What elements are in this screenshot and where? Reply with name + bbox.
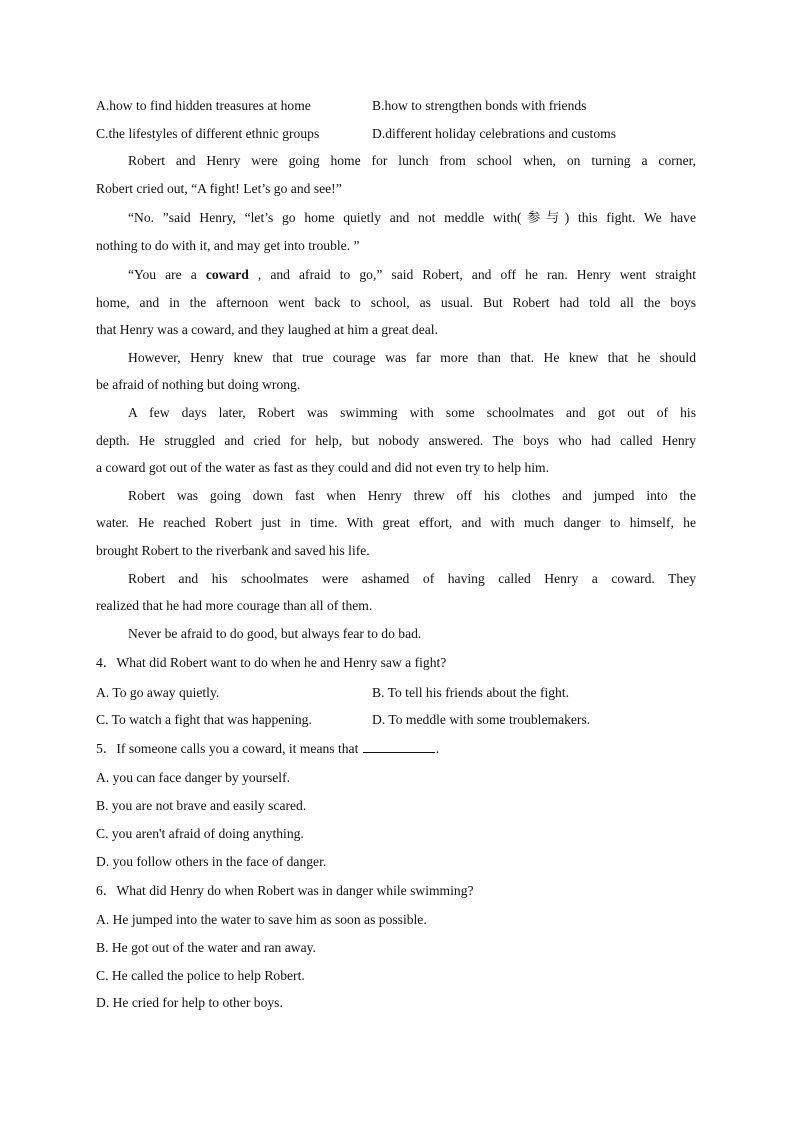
passage-line: Robert and Henry were going home for lunch from school when, on turning a corner,: [128, 153, 696, 168]
question-4-option-d[interactable]: D. To meddle with some troublemakers.: [372, 712, 591, 727]
passage-line: water. He reached Robert just in time. With great effort, and with much danger to himself, he: [96, 515, 696, 530]
passage-line: A few days later, Robert was swimming with some schoolmates and got out of his: [128, 405, 696, 420]
passage-line: that Henry was a coward, and they laughed at him a great deal.: [96, 322, 438, 337]
question-6-option-b[interactable]: B. He got out of the water and ran away.: [96, 940, 316, 955]
answer-blank: [363, 740, 435, 753]
question-6-option-d[interactable]: D. He cried for help to other boys.: [96, 995, 283, 1010]
passage-line: Robert and his schoolmates were ashamed of having called Henry a coward. They: [128, 571, 696, 586]
question-4-stem: 4．What did Robert want to do when he and Henry saw a fight?: [96, 655, 447, 670]
question-5-stem: 5．If someone calls you a coward, it means that .: [96, 741, 440, 756]
passage-line: be afraid of nothing but doing wrong.: [96, 377, 301, 392]
prev-option-d: D.different holiday celebrations and customs: [372, 126, 616, 141]
question-4-option-c[interactable]: C. To watch a fight that was happening.: [96, 712, 312, 727]
passage-line: “No. ”said Henry, “let’s go home quietly and not meddle with(参与) this fight. We have: [128, 210, 696, 225]
question-5-option-d[interactable]: D. you follow others in the face of danger.: [96, 854, 327, 869]
question-6-option-c[interactable]: C. He called the police to help Robert.: [96, 968, 305, 983]
passage-line: nothing to do with it, and may get into trouble. ”: [96, 238, 360, 253]
question-5-option-c[interactable]: C. you aren't afraid of doing anything.: [96, 826, 304, 841]
question-4-option-b[interactable]: B. To tell his friends about the fight.: [372, 685, 570, 700]
passage-line: Never be afraid to do good, but always fear to do bad.: [128, 626, 422, 641]
prev-option-b: B.how to strengthen bonds with friends: [372, 98, 587, 113]
question-5-option-b[interactable]: B. you are not brave and easily scared.: [96, 798, 307, 813]
passage-line: “You are a coward , and afraid to go,” said Robert, and off he ran. Henry went straight: [128, 267, 696, 282]
bold-word-coward: coward: [205, 267, 249, 282]
question-4-option-a[interactable]: A. To go away quietly.: [96, 685, 220, 700]
passage-line: Robert cried out, “A fight! Let’s go and see!”: [96, 181, 342, 196]
question-5-option-a[interactable]: A. you can face danger by yourself.: [96, 770, 291, 785]
passage-line: home, and in the afternoon went back to school, as usual. But Robert had told all the boys: [96, 295, 696, 310]
passage-line: depth. He struggled and cried for help, but nobody answered. The boys who had called Henry: [96, 433, 696, 448]
prev-option-c: C.the lifestyles of different ethnic groups: [96, 126, 320, 141]
question-6-option-a[interactable]: A. He jumped into the water to save him as soon as possible.: [96, 912, 427, 927]
passage-line: Robert was going down fast when Henry threw off his clothes and jumped into the: [128, 488, 696, 503]
passage-line: realized that he had more courage than all of them.: [96, 598, 373, 613]
prev-option-a: A.how to find hidden treasures at home: [96, 98, 311, 113]
question-6-stem: 6．What did Henry do when Robert was in danger while swimming?: [96, 883, 474, 898]
passage-line: However, Henry knew that true courage was far more than that. He knew that he should: [128, 350, 696, 365]
passage-line: brought Robert to the riverbank and saved his life.: [96, 543, 370, 558]
passage-line: a coward got out of the water as fast as they could and did not even try to help him.: [96, 460, 550, 475]
